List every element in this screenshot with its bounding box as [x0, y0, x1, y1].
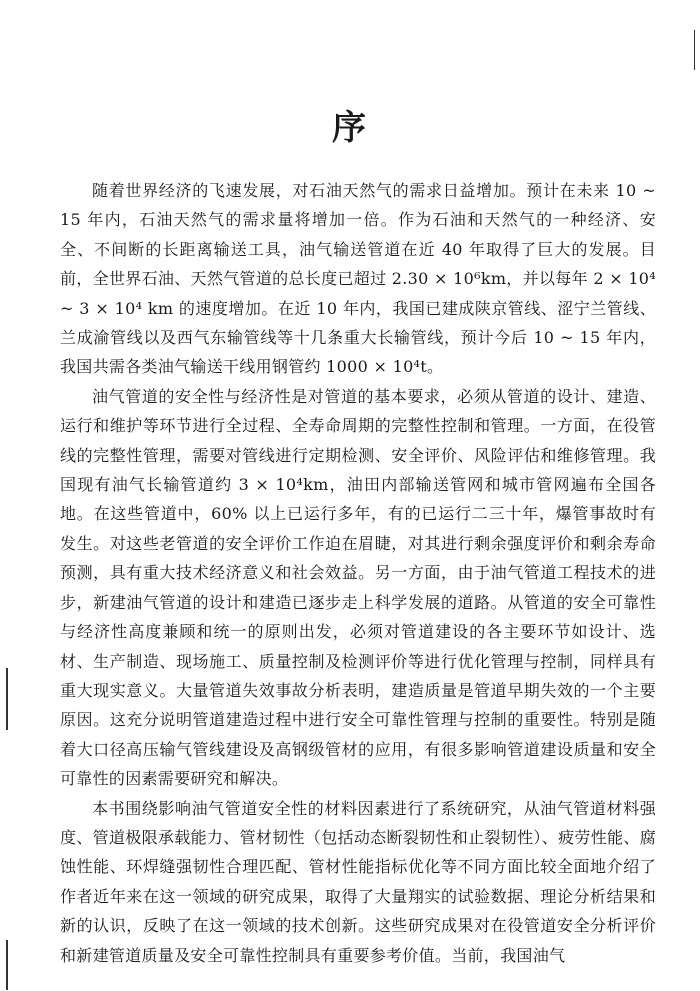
scan-edge-mark	[6, 940, 8, 990]
page-title: 序	[332, 108, 368, 148]
paragraph-2: 油气管道的安全性与经济性是对管道的基本要求，必须从管道的设计、建造、运行和维护等环节进行全过程、全寿命周期的完整性控制和管理。一方面，在役管线的完整性管理，需要对管线进行定期检测、安全评价、风险评估和维修管理。我国现有油气长输管道约 3 × 10⁴km，油田内部输送管网和城市管网遍布全国各地。在这些管道中，60% 以上已运行多年，有的已运行二三十年，爆管事故时有发生。对这些老管道的安全评价工作迫在眉睫，对其进行剩余强度评价和剩余寿命预测，具有重大技术经济意义和社会效益。另一方面，由于油气管道工程技术的进步，新建油气管道的设计和建造已逐步走上科学发展的道路。从管道的安全可靠性与经济性高度兼顾和统一的原则出发，必须对管道建设的各主要环节如设计、选材、生产制造、现场施工、质量控制及检测评价等进行优化管理与控制，同样具有重大现实意义。大量管道失效事故分析表明，建造质量是管道早期失效的一个主要原因。这充分说明管道建造过程中进行安全可靠性管理与控制的重要性。特别是随着大口径高压输气管线建设及高钢级管材的应用，有很多影响管道建设质量和安全可靠性的因素需要研究和解决。	[60, 386, 656, 789]
paragraph-1: 随着世界经济的飞速发展，对石油天然气的需求日益增加。预计在未来 10 ~ 15 年内，石油天然气的需求量将增加一倍。作为石油和天然气的一种经济、安全、不间断的长距离输送工具，油气输送管道在近 40 年取得了巨大的发展。目前，全世界石油、天然气管道的总长度已超过 2.30 × 10⁶km，并以每年 2 × 10⁴ ~ 3 × 10⁴ km 的速度增加。在近 10 年内，我国已建成陕京管线、涩宁兰管线、兰成渝管线以及西气东输管线等十几条重大长输管线，预计今后 10 ~ 15 年内，我国共需各类油气输送干线用钢管约 1000 × 10⁴t。	[60, 181, 656, 377]
paragraph-3: 本书围绕影响油气管道安全性的材料因素进行了系统研究，从油气管道材料强度、管道极限承载能力、管材韧性（包括动态断裂韧性和止裂韧性）、疲劳性能、腐蚀性能、环焊缝强韧性合理匹配、管材性能指标优化等不同方面比较全面地介绍了作者近年来在这一领域的研究成果，取得了大量翔实的试验数据、理论分析结果和新的认识，反映了在这一领域的技术创新。这些研究成果对在役管道安全分析评价和新建管道质量及安全可靠性控制具有重要参考价值。当前，我国油气	[60, 798, 656, 965]
scan-edge-mark	[694, 30, 695, 70]
scan-edge-mark	[6, 668, 8, 730]
body-text	[60, 176, 656, 970]
